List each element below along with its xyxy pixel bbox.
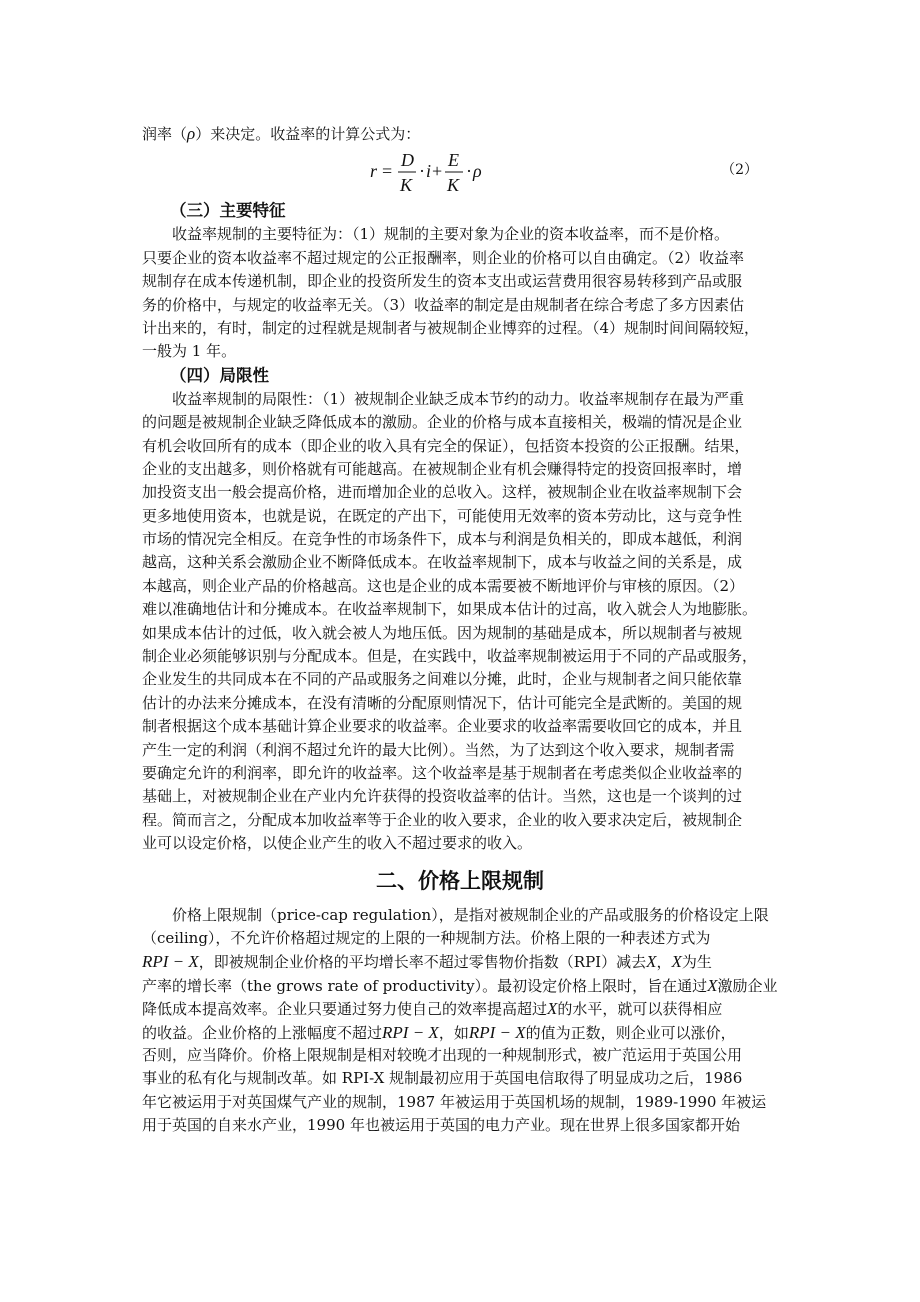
math-x: X (646, 952, 657, 972)
formula-num1: D (401, 150, 414, 171)
math-x: X (547, 999, 558, 1019)
equation-number: （2） (721, 162, 758, 179)
section-title-price-cap: 二、价格上限规制 (376, 868, 544, 893)
formula-rho: ρ (473, 161, 482, 182)
price-cap-line: 年它被运用于对英国煤气产业的规制，1987 年被运用于英国机场的规制，1989-1990 年被运 (142, 1092, 767, 1111)
features-line: 务的价格中，与规定的收益率无关。（3）收益率的制定是由规制者在综合考虑了多方因素估 (142, 295, 745, 314)
document-page (142, 122, 778, 1137)
limitations-line: 有机会收回所有的成本（即企业的收入具有完全的保证），包括资本投资的公正报酬。结果， (142, 436, 750, 455)
limitations-line: 业可以设定价格，以使企业产生的收入不超过要求的收入。 (142, 834, 533, 853)
features-line: 只要企业的资本收益率不超过规定的公正报酬率，则企业的价格可以自由确定。（2）收益率 (142, 248, 745, 267)
formula-den1: K (400, 175, 413, 196)
limitations-line: 越高，这种关系会激励企业不断降低成本。在收益率规制下，成本与收益之间的关系是，成 (142, 553, 743, 572)
formula-equals: = (382, 161, 393, 182)
features-line: 计出来的，有时，制定的过程就是规制者与被规制企业博弈的过程。（4）规制时间间隔较短， (142, 318, 760, 337)
limitations-line: 加投资支出一般会提高价格，进而增加企业的总收入。这样，被规制企业在收益率规制下会 (142, 483, 743, 502)
features-line: 规制存在成本传递机制，即企业的投资所发生的资本支出或运营费用很容易转移到产品或服 (142, 272, 743, 291)
formula-num2: E (448, 150, 459, 171)
formula-lhs: r (370, 161, 378, 182)
math-rpi-x: RPI − X (382, 1022, 439, 1042)
limitations-line: 本越高，则企业产品的价格越高。这也是企业的成本需要被不断地评价与审核的原因。（2） (142, 576, 745, 595)
return-rate-formula (142, 145, 778, 199)
price-cap-line: 否则，应当降价。价格上限规制是相对较晚才出现的一种规制形式，被广范运用于英国公用 (142, 1045, 743, 1064)
price-cap-line: 用于英国的自来水产业，1990 年也被运用于英国的电力产业。现在世界上很多国家都开始 (142, 1116, 740, 1135)
limitations-line: 收益率规制的局限性：（1）被规制企业缺乏成本节约的动力。收益率规制存在最为严重 (172, 389, 745, 408)
limitations-line: 更多地使用资本，也就是说，在既定的产出下，可能使用无效率的资本劳动比，这与竞争性 (142, 506, 743, 525)
section-heading-features: （三）主要特征 (170, 201, 286, 221)
rho-symbol: ρ (187, 124, 196, 143)
limitations-line: 如果成本估计的过低，收入就会被人为地压低。因为规制的基础是成本，所以规制者与被规 (142, 623, 743, 642)
limitations-line: 市场的情况完全相反。在竞争性的市场条件下，成本与利润是负相关的，即成本越低，利润 (142, 530, 743, 549)
formula-plus: + (432, 161, 443, 182)
limitations-line: 产生一定的利润（利润不超过允许的最大比例）。当然，为了达到这个收入要求，规制者需 (142, 740, 735, 759)
features-line: 收益率规制的主要特征为：（1）规制的主要对象为企业的资本收益率，而不是价格。 (172, 225, 730, 244)
formula-dot2: · (466, 161, 472, 182)
limitations-line: 难以准确地估计和分摊成本。在收益率规制下，如果成本估计的过高，收入就会人为地膨胀。 (142, 600, 758, 619)
formula-svg (142, 145, 778, 199)
price-cap-line: 的收益。企业价格的上涨幅度不超过RPI − X，如RPI − X的值为正数，则企业可以涨价， (142, 1022, 736, 1042)
limitations-line: 估计的办法来分摊成本，在没有清晰的分配原则情况下，估计可能完全是武断的。美国的规 (142, 693, 743, 712)
limitations-line: 制者根据这个成本基础计算企业要求的收益率。企业要求的收益率需要收回它的成本，并且 (142, 717, 743, 736)
price-cap-line: RPI − X，即被规制企业价格的平均增长率不超过零售物价指数（RPI）减去X，X为生 (142, 952, 712, 972)
limitations-line: 基础上，对被规制企业在产业内允许获得的投资收益率的估计。当然，这也是一个谈判的过 (142, 787, 743, 806)
math-rpi-x: RPI − X (468, 1022, 526, 1042)
price-cap-line: 价格上限规制（price-cap regulation），是指对被规制企业的产品或服务的价格设定上限 (172, 905, 769, 924)
intro-line: 润率（ρ）来决定。收益率的计算公式为： (142, 124, 421, 143)
formula-dot1: · (419, 161, 425, 182)
math-x: X (707, 975, 718, 995)
limitations-line: 要确定允许的利润率，即允许的收益率。这个收益率是基于规制者在考虑类似企业收益率的 (142, 763, 743, 782)
math-rpi-x: RPI − X (142, 952, 199, 972)
features-line: 一般为 1 年。 (142, 342, 237, 361)
limitations-line: 程。简而言之，分配成本加收益率等于企业的收入要求，企业的收入要求决定后，被规制企 (142, 810, 743, 829)
section-heading-limitations: （四）局限性 (170, 365, 269, 385)
price-cap-line: 产率的增长率（the grows rate of productivity）。最初设定价格上限时，旨在通过X激励企业 (142, 975, 778, 995)
price-cap-line: 降低成本提高效率。企业只要通过努力使自己的效率提高超过X的水平，就可以获得相应 (142, 999, 723, 1019)
limitations-line: 制企业必须能够识别与分配成本。但是，在实践中，收益率规制被运用于不同的产品或服务， (142, 647, 758, 666)
limitations-line: 企业的支出越多，则价格就有可能越高。在被规制企业有机会赚得特定的投资回报率时，增 (142, 459, 743, 478)
formula-i: i (426, 161, 432, 182)
math-x: X (671, 952, 682, 972)
limitations-line: 企业发生的共同成本在不同的产品或服务之间难以分摊，此时，企业与规制者之间只能依靠 (142, 670, 743, 689)
formula-den2: K (447, 175, 460, 196)
price-cap-line: （ceiling），不允许价格超过规定的上限的一种规制方法。价格上限的一种表述方式为 (142, 928, 711, 947)
limitations-line: 的问题是被规制企业缺乏降低成本的激励。企业的价格与成本直接相关，极端的情况是企业 (142, 413, 743, 432)
price-cap-line: 事业的私有化与规制改革。如 RPI-X 规制最初应用于英国电信取得了明显成功之后，1986 (142, 1069, 743, 1088)
